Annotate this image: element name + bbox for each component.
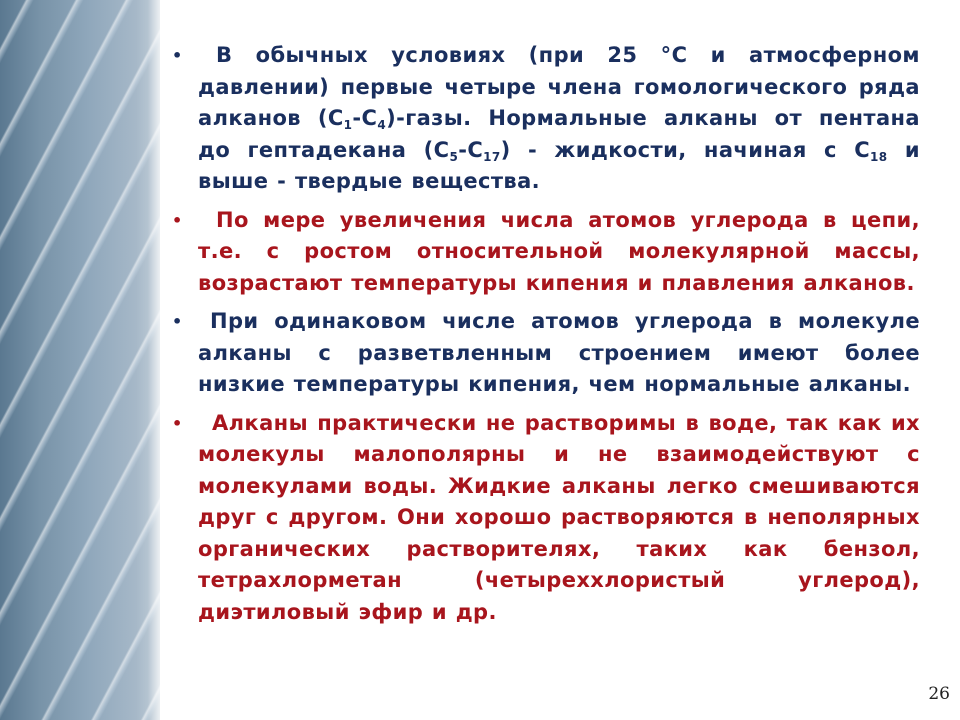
bullet-text: Алканы практически не растворимы в воде, так как их молекулы малополярны и не взаимодействуют с молекулами воды. Жидкие алканы легко смешиваются друг с другом. Они хорошо растворяются в неполярных органических растворителях, таких как бензол, тетрахлорметан (четыреххлористый углерод), диэтиловый эфир и др. (198, 410, 920, 624)
bullet-text: )-газы. Нормальные алканы от пентана до гептадекана (С (198, 106, 920, 162)
subscript: 5 (449, 149, 459, 164)
bullet-item-states (172, 40, 920, 198)
bullet-item-chain-length (172, 205, 920, 300)
bullet-text: При одинаковом числе атомов углерода в молекуле алканы с разветвленным строением имеют более низкие температуры кипения, чем нормальные алканы. (198, 309, 920, 396)
subscript: 18 (870, 149, 888, 164)
subscript: 17 (483, 149, 501, 164)
slide-content (172, 40, 920, 635)
bullet-icon: • (172, 413, 183, 433)
bullet-text: По мере увеличения числа атомов углерода в цепи, т.е. с ростом относительной молекулярной массы, возрастают температуры кипения и плавления алканов. (198, 207, 920, 295)
bullet-icon: • (172, 210, 183, 230)
bullet-item-branching (172, 306, 920, 401)
decorative-sidebar (0, 0, 160, 720)
bullet-text: -С (458, 137, 484, 162)
page-number: 26 (928, 684, 950, 704)
bullet-icon: • (172, 46, 183, 65)
bullet-text: ) - жидкости, начиная с С (500, 137, 871, 162)
bullet-text: -С (352, 106, 378, 130)
bullet-item-solubility (172, 408, 920, 629)
bullet-text: В обычных условиях (при 25 °С и атмосферном давлении) первые четыре члена гомологического ряда алканов (С (198, 43, 920, 130)
subscript: 4 (377, 118, 387, 132)
bullet-text: и выше - твердые вещества. (198, 137, 920, 193)
subscript: 1 (343, 118, 353, 132)
sidebar-fade (148, 0, 166, 720)
bullet-icon: • (172, 312, 183, 331)
